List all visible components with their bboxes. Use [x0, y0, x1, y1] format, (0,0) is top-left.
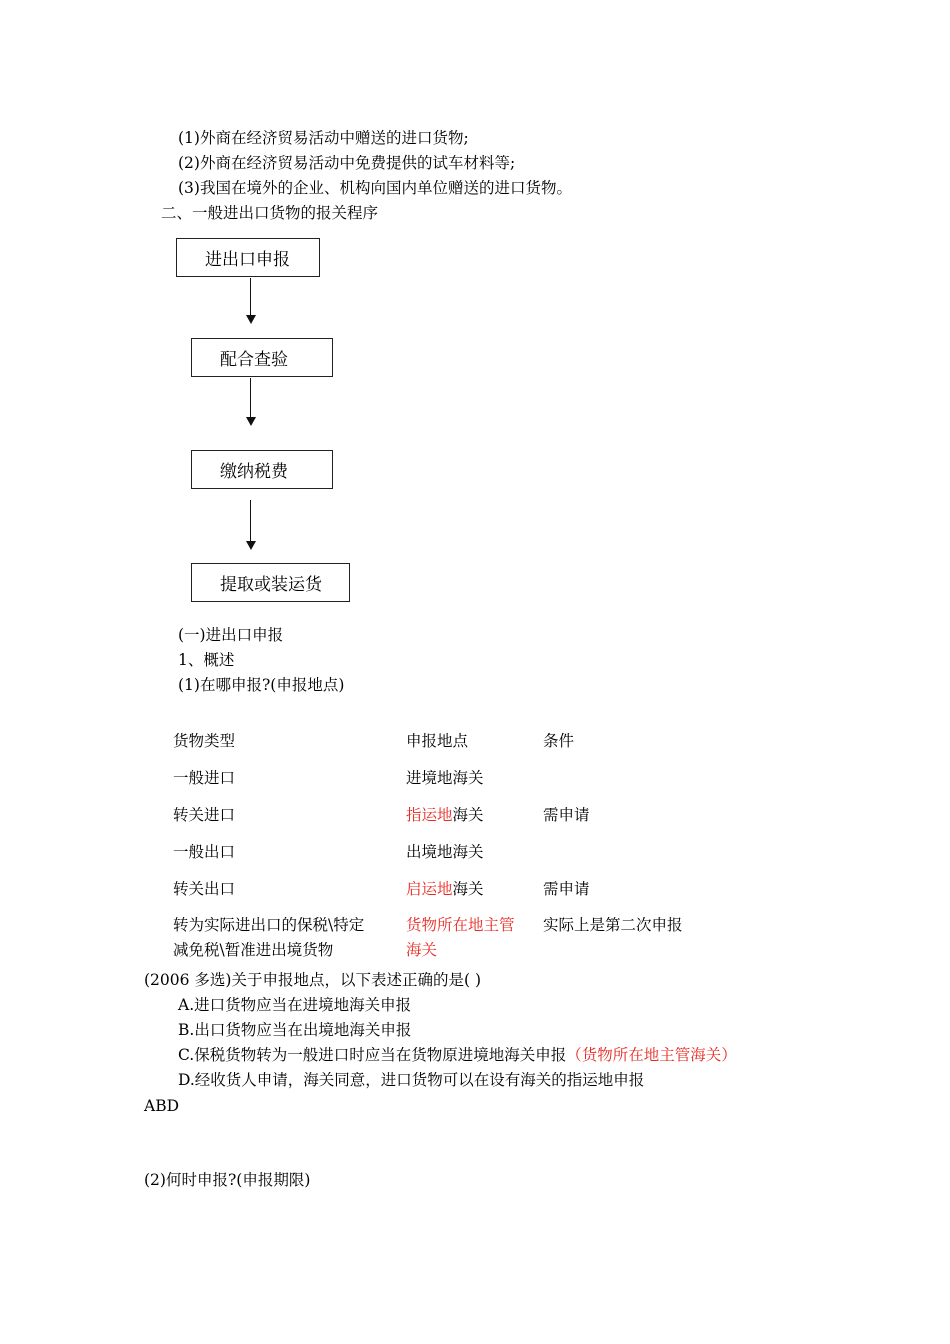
exam-option-b: B.出口货物应当在出境地海关申报 — [178, 1021, 412, 1039]
intro-item-2: (2)外商在经济贸易活动中免费提供的试车材料等; — [178, 154, 516, 172]
table-header-condition: 条件 — [543, 732, 575, 750]
row-type: 一般进口 — [173, 769, 236, 787]
flow-step-inspection — [191, 338, 333, 377]
table-header-place: 申报地点 — [406, 732, 469, 750]
row-type-line1: 转为实际进出口的保税\特定 — [173, 916, 365, 934]
row-place-line1: 货物所在地主管 — [406, 916, 515, 934]
question-2: (2)何时申报?(申报期限) — [144, 1171, 311, 1189]
question-1: (1)在哪申报?(申报地点) — [178, 676, 345, 694]
flow-step-declare — [176, 238, 320, 277]
row-place: 指运地海关 — [406, 806, 484, 824]
row-type: 转关出口 — [173, 880, 236, 898]
row-condition: 实际上是第二次申报 — [543, 916, 683, 934]
exam-option-d: D.经收货人申请，海关同意，进口货物可以在设有海关的指运地申报 — [178, 1071, 645, 1089]
row-type: 一般出口 — [173, 843, 236, 861]
exam-answer: ABD — [144, 1097, 180, 1115]
row-condition: 需申请 — [543, 806, 590, 824]
row-condition: 需申请 — [543, 880, 590, 898]
flow-step-label: 提取或装运货 — [220, 575, 322, 595]
flow-arrow — [250, 378, 251, 424]
flow-step-label: 缴纳税费 — [220, 462, 288, 482]
row-type: 转关进口 — [173, 806, 236, 824]
flow-arrow — [250, 278, 251, 322]
flow-step-taxes — [191, 450, 333, 489]
intro-item-3: (3)我国在境外的企业、机构向国内单位赠送的进口货物。 — [178, 179, 572, 197]
row-place: 进境地海关 — [406, 769, 484, 787]
flow-arrow — [250, 500, 251, 548]
exam-option-a: A.进口货物应当在进境地海关申报 — [178, 996, 412, 1014]
row-type-line2: 减免税\暂准进出境货物 — [173, 941, 334, 959]
section-heading: 二、一般进出口货物的报关程序 — [161, 204, 379, 222]
exam-stem: (2006 多选)关于申报地点，以下表述正确的是( ) — [144, 971, 481, 989]
flow-step-label: 进出口申报 — [205, 250, 290, 270]
row-place-line2: 海关 — [406, 941, 438, 959]
flow-step-pickup — [191, 563, 350, 602]
intro-item-1: (1)外商在经济贸易活动中赠送的进口货物; — [178, 129, 469, 147]
subsection-heading: (一)进出口申报 — [178, 626, 284, 644]
row-place: 出境地海关 — [406, 843, 484, 861]
table-header-type: 货物类型 — [173, 732, 236, 750]
exam-option-c: C.保税货物转为一般进口时应当在货物原进境地海关申报（货物所在地主管海关） — [178, 1046, 737, 1064]
overview-heading: 1、概述 — [178, 651, 235, 669]
flow-step-label: 配合查验 — [220, 350, 288, 370]
row-place: 启运地海关 — [406, 880, 484, 898]
